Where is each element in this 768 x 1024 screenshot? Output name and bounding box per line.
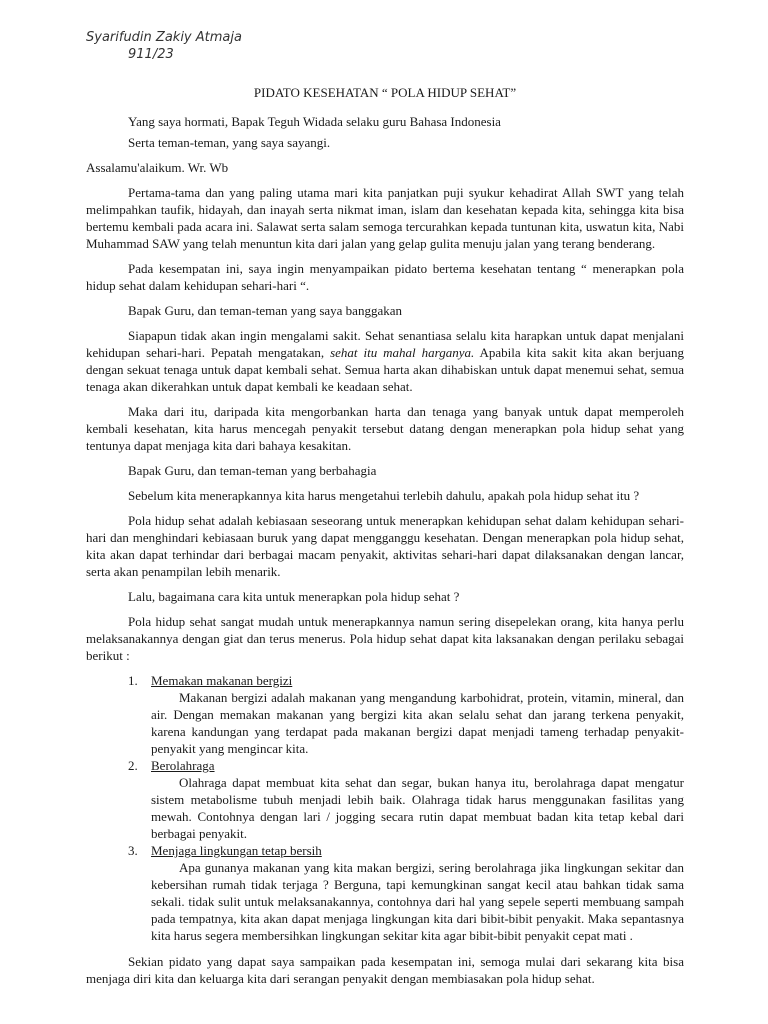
- list-number: 2.: [128, 758, 138, 773]
- paragraph-sickness: [86, 327, 684, 395]
- list-body: Makanan bergizi adalah makanan yang mengandung karbohidrat, protein, vitamin, mineral, dan air. Dengan memakan makanan yang bergizi kita akan selalu sehat dan jarang terkena penyakit, karena kandungan yang terdapat pada makanan bergizi dapat menjadi tameng terhadap penyakit-penyakit yang mengincar kita.: [151, 690, 684, 756]
- paragraph-opening: Pertama-tama dan yang paling utama mari kita panjatkan puji syukur kehadirat Allah SWT yang telah melimpahkan taufik, hidayah, dan inayah serta nikmat iman, islam dan kesehatan kepada kita, sehingga kita bisa bertemu kembali pada acara ini. Salawat serta salam semoga tercurahkan kepada tuntunan kita, uswatun kita, Nabi Muhammad SAW yang telah menuntun kita dari jalan yang gelap gulita menuju jalan yang terang benderang.: [86, 185, 684, 251]
- paragraph-practice: Pola hidup sehat sangat mudah untuk menerapkannya namun sering disepelekan orang, kita hanya perlu melaksanakannya dengan giat dan terus menerus. Pola hidup sehat dapat kita laksanakan dengan perilaku sebagai berikut :: [86, 614, 684, 663]
- address-teacher-1: Bapak Guru, dan teman-teman yang saya banggakan: [128, 303, 402, 318]
- paragraph-theme: Pada kesempatan ini, saya ingin menyampaikan pidato bertema kesehatan tentang “ menerapkan pola hidup sehat dalam kehidupan sehari-hari “.: [86, 261, 684, 293]
- list-body: Olahraga dapat membuat kita sehat dan segar, bukan hanya itu, berolahraga dapat mengatur sistem metabolisme tubuh menjadi lebih baik. Olahraga tidak harus menggunakan fasilitas yang mewah. Contohnya dengan lari / jogging secara rutin dapat membuat badan kita tetap kebal dari berbagai penyakit.: [151, 775, 684, 841]
- paragraph-prevention: Maka dari itu, daripada kita mengorbankan harta dan tenaga yang banyak untuk dapat memperoleh kembali kesehatan, kita harus mencegah penyakit tersebut datang dengan menerapkan pola hidup sehat yang tentunya dapat menjaga kita dari bahaya kesakitan.: [86, 404, 684, 453]
- paragraph-sickness-text-b: Apabila kita sakit kita akan berjuang dengan sekuat tenaga untuk dapat kembali sehat. Semua harta akan dihabiskan untuk dapat menemui sehat, semua tenaga akan dikerahkan untuk dapat kembali ke keadaan sehat.: [86, 345, 685, 394]
- document-title: PIDATO KESEHATAN “ POLA HIDUP SEHAT”: [253, 85, 517, 100]
- paragraph-how: Lalu, bagaimana cara kita untuk menerapkan pola hidup sehat ?: [128, 589, 460, 604]
- healthy-habits-list: [86, 672, 684, 944]
- opening-salam: Assalamu'alaikum. Wr. Wb: [86, 160, 229, 175]
- list-body: Apa gunanya makanan yang kita makan bergizi, sering berolahraga jika lingkungan sekitar dan kebersihan rumah tidak terjaga ? Berguna, tapi kemungkinan sangat kecil atau bahkan tidak sama sekali. tidak sulit untuk melaksanakannya, contohnya dari hal yang sepele seperti membuang sampah pada tempatnya, kita akan dapat menjaga lingkungan kita dari bibit-bibit penyakit. Maka sepantasnya kita harus segera membersihkan lingkungan sekitar kita agar bibit-bibit penyakit cepat mati .: [151, 860, 684, 943]
- paragraph-sickness-text-a: Siapapun tidak akan ingin mengalami sakit. Sehat senantiasa selalu kita harapkan untuk dapat menjalani kehidupan sehari-hari. Pepatah mengatakan,: [86, 328, 684, 360]
- list-item: [86, 672, 684, 757]
- list-heading: Menjaga lingkungan tetap bersih: [151, 843, 322, 858]
- list-number: 3.: [128, 843, 138, 858]
- handwritten-header: [86, 29, 242, 63]
- author-name: Syarifudin Zakiy Atmaja: [86, 30, 242, 45]
- address-teacher-2: Bapak Guru, dan teman-teman yang berbahagia: [128, 463, 377, 478]
- list-item: [86, 842, 684, 944]
- greeting-friends: Serta teman-teman, yang saya sayangi.: [128, 135, 331, 150]
- list-heading: Berolahraga: [151, 758, 215, 773]
- list-number: 1.: [128, 673, 138, 688]
- proverb-italic: sehat itu mahal harganya.: [330, 345, 475, 360]
- paragraph-question: Sebelum kita menerapkannya kita harus mengetahui terlebih dahulu, apakah pola hidup sehat itu ?: [128, 488, 640, 503]
- paragraph-definition: Pola hidup sehat adalah kebiasaan seseorang untuk menerapkan kehidupan sehat dalam kehidupan sehari-hari dan menghindari kebiasaan buruk yang dapat mengganggu kesehatan. Dengan menerapkan pola hidup sehat, kita akan dapat terhindar dari berbagai macam penyakit, aktivitas sehari-hari dapat dilaksanakan dengan lancar, serta akan penampilan lebih menarik.: [86, 513, 684, 579]
- list-heading: Memakan makanan bergizi: [151, 673, 293, 688]
- greeting-teacher: Yang saya hormati, Bapak Teguh Widada selaku guru Bahasa Indonesia: [128, 114, 501, 129]
- list-item: [86, 757, 684, 842]
- student-number: 911/23: [128, 47, 174, 62]
- speech-document: [86, 84, 684, 995]
- paragraph-closing: Sekian pidato yang dapat saya sampaikan pada kesempatan ini, semoga mulai dari sekarang kita bisa menjaga diri kita dan keluarga kita dari serangan penyakit dengan membiasakan pola hidup sehat.: [86, 954, 684, 986]
